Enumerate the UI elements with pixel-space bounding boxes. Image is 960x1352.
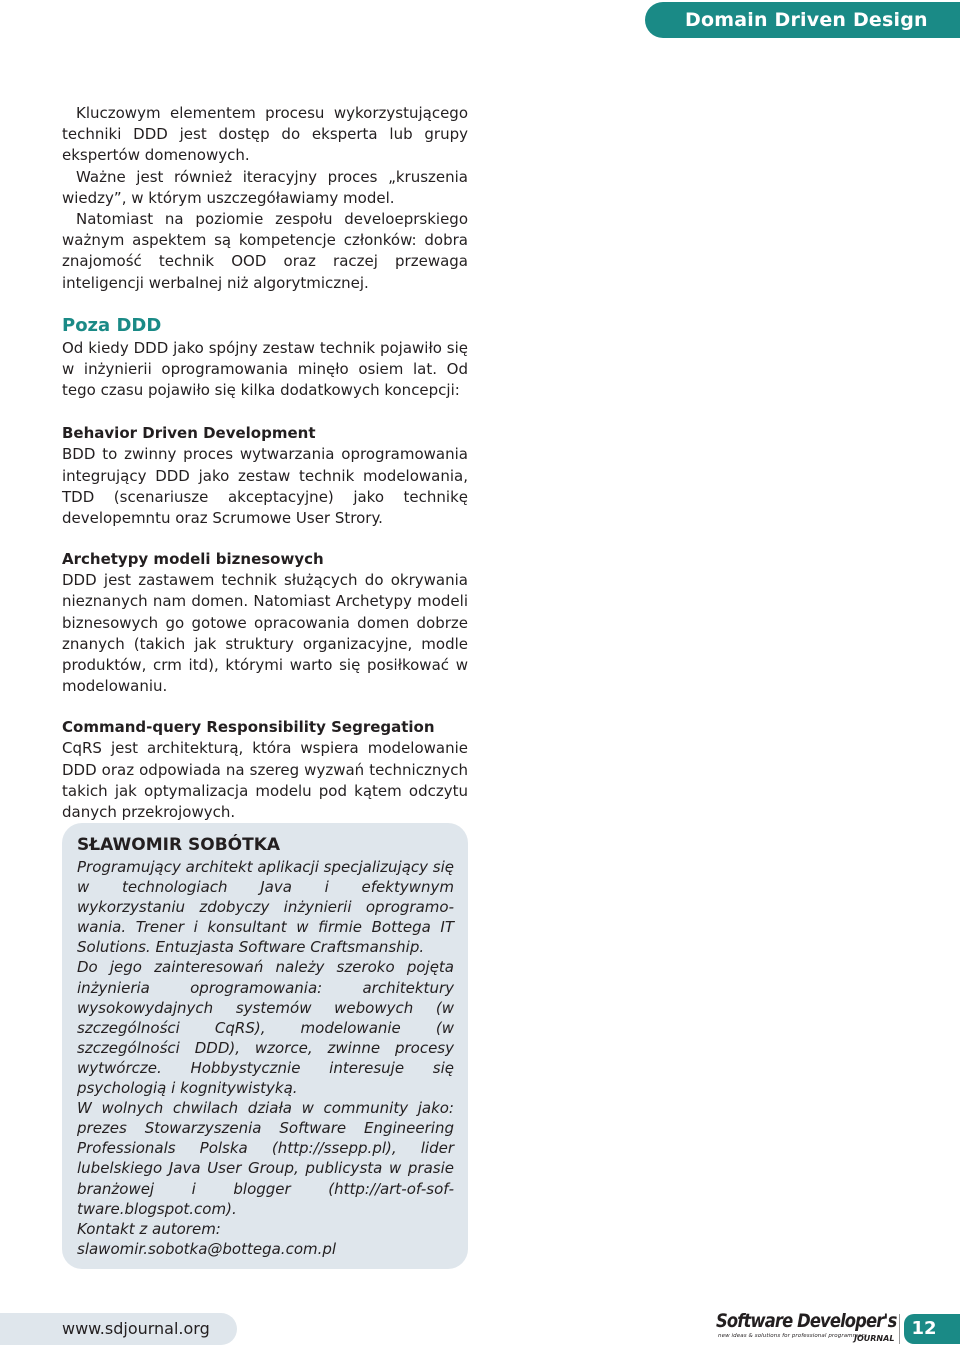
footer-divider [899,1314,900,1344]
footer-url[interactable]: www.sdjournal.org [62,1319,210,1338]
intro-paragraph-2: Ważne jest również iteracyjny proces „kruszenia wiedzy”, w którym uszczegóławiamy model. [62,167,468,207]
author-bio-paragraph-3: W wolnych chwilach działa w community jako: prezes Stowarzyszenia Software Engineering Professionals Polska (http://ssepp.pl), lider lubelskiego Java User Group, publicysta w prasie branżowej i blogger (http://art-of-software.blogspot.com). [77,1099,454,1218]
section-heading: Poza DDD [62,314,162,336]
author-bio-box [62,823,468,1269]
subsection-heading-cqrs: Command-query Responsibility Segregation [62,718,435,737]
author-name: SŁAWOMIR SOBÓTKA [77,835,281,855]
subsection-heading-bdd: Behavior Driven Development [62,424,316,443]
header-banner [645,2,960,38]
subsection-paragraph-cqrs: CqRS jest architekturą, która wspiera modelowanie DDD oraz odpowiada na szereg wyzwań technicznych takich jak optymalizacja modelu pod kątem odczytu danych przekrojowych. [62,739,468,822]
author-contact-label: Kontakt z autorem: [77,1219,221,1238]
logo-main-text: Software Developer's [716,1310,897,1332]
subsection-paragraph-archetypes: DDD jest zastawem technik służących do okrywania nieznanych nam domen. Natomiast Archetypy modeli biznesowych go gotowe opracowania domen dobrze znanych (takich jak struktury organizacyjne, modle produktów, crm itd), którymi warto się posiłkować w modelowaniu. [62,571,468,696]
footer-url-pill [0,1313,237,1345]
author-email: slawomir.sobotka@bottega.com.pl [77,1239,337,1258]
page-number: 12 [911,1318,937,1339]
author-bio-paragraph-1: Programujący architekt aplikacji specjalizujący się w technologiach Java i efektywnym wykorzystaniu zdobyczy inżynierii oprogramowania. Trener i konsultant w firmie Bottega IT Solutions. Entuzjasta Software Craftsmanship. [77,858,454,957]
journal-logo [716,1310,896,1346]
logo-tagline: new ideas & solutions for professional programmers [718,1333,867,1339]
subsection-heading-archetypes: Archetypy modeli biznesowych [62,550,324,569]
article-column [62,103,468,823]
author-bio-paragraph-2: Do jego zainteresowań należy szeroko pojęta inżynieria oprogramowania: architektury wysokowydajnych systemów webowych (w szczególności CqRS), modelowanie (w szczególności DDD), wzorce, zwinne procesy wytwórcze. Hobbystycznie interesuje się psychologią i kognitywistyką. [77,958,454,1098]
intro-paragraph-1: Kluczowym elementem procesu wykorzystującego techniki DDD jest dostęp do eksperta lub grupy ekspertów domenowych. [62,104,468,165]
logo-sub-text: JOURNAL [854,1334,895,1343]
page-number-box [904,1314,960,1344]
subsection-paragraph-bdd: BDD to zwinny proces wytwarzania oprogramowania integrujący DDD jako zestaw technik modelowania, TDD (scenariusze akceptacyjne) jako technikę developemntu oraz Scrumowe User Strory. [62,445,468,528]
section-title: Domain Driven Design [685,9,928,31]
intro-paragraph-3: Natomiast na poziomie zespołu develoeprskiego ważnym aspektem są kompetencje członków: dobra znajomość technik OOD oraz raczej przewaga inteligencji werbalnej niż algorytmicznej. [62,210,468,292]
section-paragraph: Od kiedy DDD jako spójny zestaw technik pojawiło się w inżynierii oprogramowania minęło osiem lat. Od tego czasu pojawiło się kilka dodatkowych koncepcji: [62,338,468,400]
